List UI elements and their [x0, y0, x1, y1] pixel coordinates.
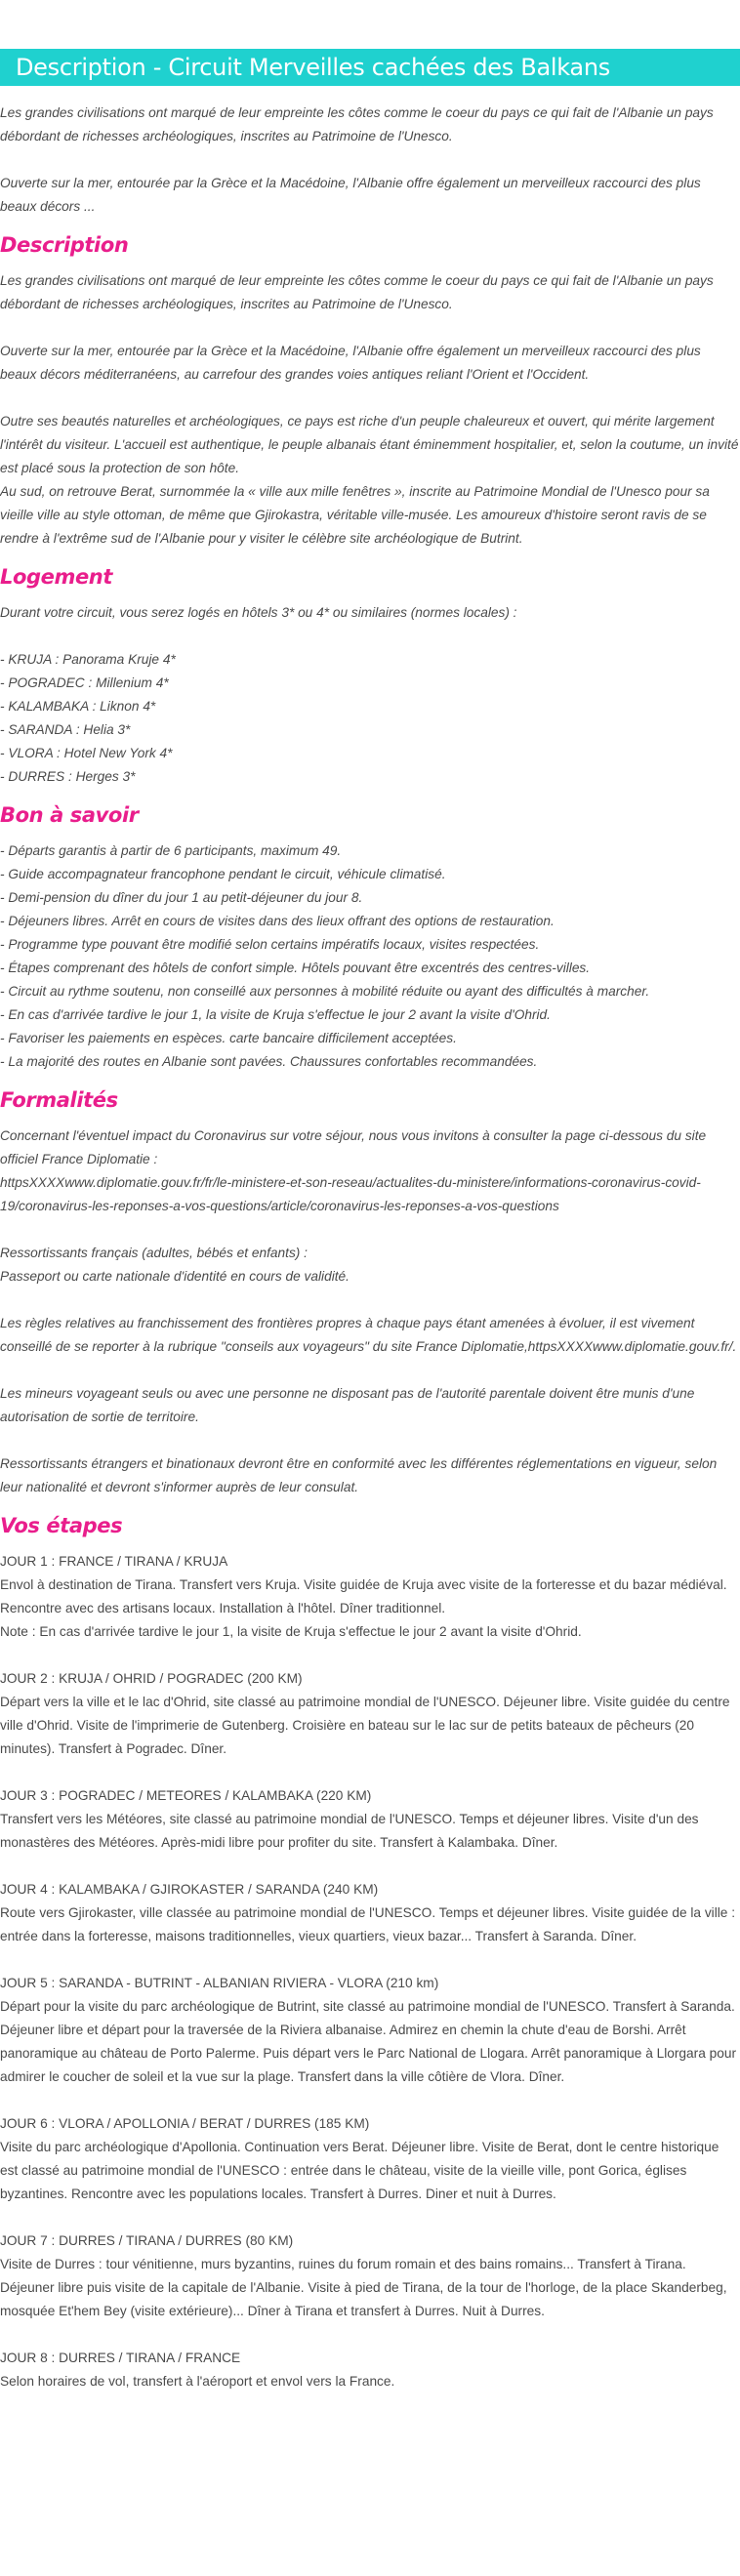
info-item: - Demi-pension du dîner du jour 1 au petit-déjeuner du jour 8. [0, 890, 363, 905]
step-text: Visite du parc archéologique d'Apollonia. Continuation vers Berat. Déjeuner libre. Visite de Berat, dont le centre historique est classé au patrimoine mondial de l'UNESCO : entrée dans le château, visite de la vieille ville, pont Gorica, églises byzantines. Rencontre avec les populations locales. Transfert à Durres. Diner et nuit à Durres. [0, 2140, 719, 2201]
step-text: Selon horaires de vol, transfert à l'aéroport et envol vers la France. [0, 2374, 395, 2389]
description-paragraph: Les grandes civilisations ont marqué de leur empreinte les côtes comme le coeur du pays ce qui fait de l'Albanie un pays débordant de richesses archéologiques, inscrites au Patrimoine de l'Unesco. [0, 273, 714, 311]
formalites-link: httpsXXXXwww.diplomatie.gouv.fr/fr/le-ministere-et-son-reseau/actualites-du-ministere/informations-coronavirus-covid-19/coronavirus-les-reponses-a-vos-questions/article/coronavirus-les-reponses-a-vos-questions [0, 1175, 701, 1213]
step-text: Transfert vers les Météores, site classé au patrimoine mondial de l'UNESCO. Temps et déjeuner libres. Visite d'un des monastères des Météores. Après-midi libre pour profiter du site. Transfert à Kalambaka. Dîner. [0, 1812, 699, 1850]
formalites-text: Ressortissants étrangers et binationaux devront être en conformité avec les différentes réglementations en vigueur, selon leur nationalité et devront s'informer auprès de leur consulat. [0, 1456, 718, 1494]
section-heading-formalites: Formalités [0, 1088, 118, 1112]
logement-intro: Durant votre circuit, vous serez logés en hôtels 3* ou 4* ou similaires (normes locales) : [0, 605, 517, 620]
title-banner [0, 49, 740, 86]
description-paragraph: Outre ses beautés naturelles et archéologiques, ce pays est riche d'un peuple chaleureux et ouvert, qui mérite largement l'intérêt du visiteur. L'accueil est authentique, le peuple albanais étant éminemment hospitalier, et, selon la coutume, un invité est placé sous la protection de son hôte. [0, 414, 739, 475]
info-item: - Déjeuners libres. Arrêt en cours de visites dans des lieux offrant des options de restauration. [0, 914, 555, 928]
intro-paragraph: Ouverte sur la mer, entourée par la Grèce et la Macédoine, l'Albanie offre également un merveilleux raccourci des plus beaux décors ... [0, 176, 701, 214]
step-title: JOUR 1 : FRANCE / TIRANA / KRUJA [0, 1554, 228, 1569]
formalites-text: Passeport ou carte nationale d'identité en cours de validité. [0, 1269, 349, 1284]
step-title: JOUR 4 : KALAMBAKA / GJIROKASTER / SARANDA (240 KM) [0, 1882, 379, 1897]
step-title: JOUR 3 : POGRADEC / METEORES / KALAMBAKA (220 KM) [0, 1788, 372, 1803]
info-item: - Guide accompagnateur francophone pendant le circuit, véhicule climatisé. [0, 867, 446, 881]
step-text: Visite de Durres : tour vénitienne, murs byzantins, ruines du forum romain et des bains romains... Transfert à Tirana. Déjeuner libre puis visite de la capitale de l'Albanie. Visite à pied de Tirana, de la tour de l'horloge, de la place Skanderbeg, mosquée Et'hem Bey (visite extérieure)... Dîner à Tirana et transfert à Durres. Nuit à Durres. [0, 2257, 727, 2318]
step-title: JOUR 8 : DURRES / TIRANA / FRANCE [0, 2351, 241, 2365]
step-text: Route vers Gjirokaster, ville classée au patrimoine mondial de l'UNESCO. Temps et déjeuner libres. Visite guidée de la ville : entrée dans la forteresse, maisons traditionnelles, vieux quartiers, vieux bazar... Transfert à Saranda. Dîner. [0, 1905, 735, 1943]
description-paragraph: Ouverte sur la mer, entourée par la Grèce et la Macédoine, l'Albanie offre également un merveilleux raccourci des plus beaux décors méditerranéens, au carrefour des grandes voies antiques reliant l'Orient et l'Occident. [0, 344, 701, 382]
info-item: - Favoriser les paiements en espèces. carte bancaire difficilement acceptées. [0, 1031, 457, 1045]
hotel-item: - VLORA : Hotel New York 4* [0, 746, 173, 760]
content [0, 102, 740, 2393]
formalites-text: Ressortissants français (adultes, bébés et enfants) : [0, 1246, 308, 1260]
step-text: Note : En cas d'arrivée tardive le jour 1, la visite de Kruja s'effectue le jour 2 avant la visite d'Ohrid. [0, 1624, 582, 1639]
hotel-item: - KRUJA : Panorama Kruje 4* [0, 652, 176, 667]
info-item: - Circuit au rythme soutenu, non conseillé aux personnes à mobilité réduite ou ayant des difficultés à marcher. [0, 984, 650, 999]
description-paragraph: Au sud, on retrouve Berat, surnommée la « ville aux mille fenêtres », inscrite au Patrimoine Mondial de l'Unesco pour sa vieille ville au style ottoman, de même que Gjirokastra, véritable ville-musée. Les amoureux d'histoire seront ravis de se rendre à l'extrême sud de l'Albanie pour y visiter le célèbre site archéologique de Butrint. [0, 484, 710, 546]
section-heading-logement: Logement [0, 565, 112, 589]
section-heading-bon-a-savoir: Bon à savoir [0, 803, 139, 827]
hotel-item: - POGRADEC : Millenium 4* [0, 675, 169, 690]
intro-paragraph: Les grandes civilisations ont marqué de leur empreinte les côtes comme le coeur du pays ce qui fait de l'Albanie un pays débordant de richesses archéologiques, inscrites au Patrimoine de l'Unesco. [0, 105, 714, 143]
hotel-item: - DURRES : Herges 3* [0, 769, 136, 784]
formalites-text: Les mineurs voyageant seuls ou avec une personne ne disposant pas de l'autorité parentale doivent être munis d'une autorisation de sortie de territoire. [0, 1386, 695, 1424]
step-title: JOUR 5 : SARANDA - BUTRINT - ALBANIAN RIVIERA - VLORA (210 km) [0, 1976, 439, 1990]
step-title: JOUR 2 : KRUJA / OHRID / POGRADEC (200 KM) [0, 1671, 303, 1686]
hotel-item: - SARANDA : Helia 3* [0, 722, 131, 737]
formalites-text: Concernant l'éventuel impact du Coronavirus sur votre séjour, nous vous invitons à consulter la page ci-dessous du site officiel France Diplomatie : [0, 1128, 707, 1166]
hotel-item: - KALAMBAKA : Liknon 4* [0, 699, 156, 714]
steps-list [0, 1550, 740, 2393]
step-text: Départ pour la visite du parc archéologique de Butrint, site classé au patrimoine mondial de l'UNESCO. Transfert à Saranda. Déjeuner libre et départ pour la traversée de la Riviera albanaise. Admirez en chemin la chute d'eau de Borshi. Arrêt panoramique au château de Porto Palerme. Puis départ vers le Parc National de Llogara. Arrêt panoramique à Llorgara pour admirer le coucher de soleil et la vue sur la plage. Transfert dans la ville côtière de Vlora. Dîner. [0, 1999, 737, 2084]
info-item: - Étapes comprenant des hôtels de confort simple. Hôtels pouvant être excentrés des centres-villes. [0, 961, 591, 975]
section-heading-vos-etapes: Vos étapes [0, 1514, 123, 1537]
step-text: Départ vers la ville et le lac d'Ohrid, site classé au patrimoine mondial de l'UNESCO. Déjeuner libre. Visite guidée du centre ville d'Ohrid. Visite de l'imprimerie de Gutenberg. Croisière en bateau sur le lac sur de petits bateaux de pêcheurs (20 minutes). Transfert à Pogradec. Dîner. [0, 1695, 730, 1756]
section-heading-description: Description [0, 233, 129, 257]
info-item: - Départs garantis à partir de 6 participants, maximum 49. [0, 843, 342, 858]
info-item: - En cas d'arrivée tardive le jour 1, la visite de Kruja s'effectue le jour 2 avant la visite d'Ohrid. [0, 1007, 551, 1022]
page-title: Description - Circuit Merveilles cachées des Balkans [16, 54, 610, 81]
formalites-text: Les règles relatives au franchissement des frontières propres à chaque pays étant amenées à évoluer, il est vivement conseillé de se reporter à la rubrique "conseils aux voyageurs" du site France Diplomatie,httpsXXXXwww.diplomatie.gouv.fr/. [0, 1316, 737, 1354]
step-text: Envol à destination de Tirana. Transfert vers Kruja. Visite guidée de Kruja avec visite de la forteresse et du bazar médiéval. Rencontre avec des artisans locaux. Installation à l'hôtel. Dîner traditionnel. [0, 1577, 727, 1615]
step-title: JOUR 7 : DURRES / TIRANA / DURRES (80 KM) [0, 2233, 294, 2248]
info-item: - Programme type pouvant être modifié selon certains impératifs locaux, visites respectées. [0, 937, 540, 952]
step-title: JOUR 6 : VLORA / APOLLONIA / BERAT / DURRES (185 KM) [0, 2116, 370, 2131]
info-item: - La majorité des routes en Albanie sont pavées. Chaussures confortables recommandées. [0, 1054, 538, 1069]
